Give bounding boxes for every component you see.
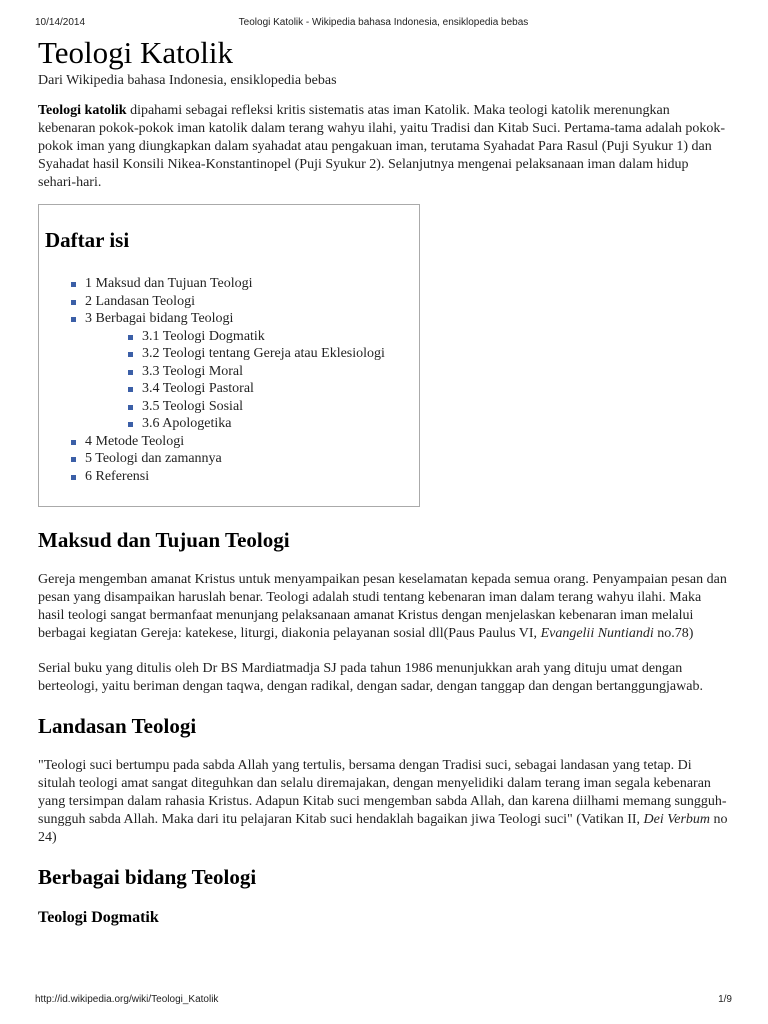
toc-item-3-6[interactable] (126, 415, 419, 433)
citation-number: no 24) (38, 812, 728, 845)
section-heading-maksud: Maksud dan Tujuan Teologi (38, 528, 290, 552)
citation-title: Evangelii Nuntiandi (540, 626, 654, 641)
intro-bold-term: Teologi katolik (38, 103, 127, 118)
toc-link[interactable]: 3.2 Teologi tentang Gereja atau Eklesiologi (142, 346, 385, 361)
toc-sublist (85, 328, 419, 433)
quote-text: "Teologi suci bertumpu pada sabda Allah yang tertulis, bersama dengan Tradisi suci, sebagai landasan yang tetap. Di situlah teologi amat sangat diteguhkan dan selalu diremajakan, dengan menyelidiki dalam terang iman segala kebenaran yang tersimpan dalam rahasia Kristus. Adapun Kitab suci mengemban sabda Allah, dan karena diilhami memang sungguh-sungguh sabda Allah. Maka dari itu pelajaran Kitab suci hendaklah bagaikan jiwa Teologi suci" (Vatikan II, (38, 758, 727, 827)
toc-list (45, 275, 419, 485)
toc-item-1[interactable] (69, 275, 419, 293)
article-content (38, 34, 730, 928)
toc-link[interactable]: 3.1 Teologi Dogmatik (142, 328, 265, 344)
site-tagline: Dari Wikipedia bahasa Indonesia, ensiklopedia bebas (38, 73, 337, 88)
toc-link[interactable]: 3 Berbagai bidang Teologi (85, 311, 234, 326)
paragraph-text: Gereja mengemban amanat Kristus untuk menyampaikan pesan keselamatan kepada semua orang. Penyampaian pesan dan pesan yang disampaikan haruslah benar. Teologi adalah studi tentang kebenaran iman dalam terang wahyu ilahi. Maka hasil teologi sangat bermanfaat menunjang pelaksanaan amanat Kristus dengan menjelaskan kebenaran iman melalui berbagai kegiatan Gereja: katekese, liturgi, diakonia pelayanan sosial dll(Paus Paulus VI, (38, 572, 727, 641)
citation-number: no.78) (653, 626, 694, 641)
toc-link[interactable]: 5 Teologi dan zamannya (85, 451, 222, 466)
toc-item-5[interactable] (69, 450, 419, 468)
toc-link[interactable]: 3.5 Teologi Sosial (142, 398, 244, 414)
intro-paragraph (38, 102, 730, 192)
toc-item-2[interactable] (69, 293, 419, 311)
toc-link[interactable]: 2 Landasan Teologi (85, 293, 195, 309)
section-heading-bidang: Berbagai bidang Teologi (38, 865, 257, 889)
toc-link[interactable]: 3.6 Apologetika (142, 416, 232, 431)
print-url: http://id.wikipedia.org/wiki/Teologi_Katolik (35, 994, 219, 1005)
toc-item-3-1[interactable] (126, 328, 419, 346)
toc-link[interactable]: 4 Metode Teologi (85, 433, 185, 449)
toc-item-3-3[interactable] (126, 363, 419, 381)
toc-item-3-4[interactable] (126, 380, 419, 398)
toc-link[interactable]: 3.4 Teologi Pastoral (142, 381, 254, 396)
toc-item-4[interactable] (69, 433, 419, 451)
table-of-contents (38, 204, 420, 507)
page-title: Teologi Katolik (38, 35, 233, 70)
intro-text: dipahami sebagai refleksi kritis sistematis atas iman Katolik. Maka teologi katolik merenungkan kebenaran pokok-pokok iman katolik dalam terang wahyu ilahi, yaitu Tradisi dan Kitab Suci. Pertama-tama adalah pokok-pokok iman yang diungkapkan dalam syahadat atau pengakuan iman, terutama Syahadat Para Rasul (Puji Syukur 1) dan Syahadat hasil Konsili Nikea-Konstantinopel (Puji Syukur 2). Selanjutnya mengenai pelaksanaan iman dalam hidup sehari-hari. (38, 103, 725, 190)
citation-title: Dei Verbum (643, 812, 711, 827)
toc-item-3-2[interactable] (126, 345, 419, 363)
subsection-heading-dogmatik: Teologi Dogmatik (38, 909, 159, 926)
toc-link[interactable]: 6 Referensi (85, 468, 150, 484)
toc-item-6[interactable] (69, 468, 419, 486)
page-number: 1/9 (718, 994, 732, 1005)
toc-item-3[interactable] (69, 310, 419, 433)
section-heading-landasan: Landasan Teologi (38, 714, 197, 738)
print-date: 10/14/2014 (35, 17, 86, 28)
paragraph-landasan-1 (38, 757, 730, 847)
toc-link[interactable]: 3.3 Teologi Moral (142, 363, 244, 379)
paragraph-maksud-1 (38, 571, 730, 643)
toc-heading: Daftar isi (45, 228, 130, 252)
print-page-title: Teologi Katolik - Wikipedia bahasa Indonesia, ensiklopedia bebas (238, 17, 529, 28)
toc-link[interactable]: 1 Maksud dan Tujuan Teologi (85, 276, 253, 291)
paragraph-maksud-2: Serial buku yang ditulis oleh Dr BS Mardiatmadja SJ pada tahun 1986 menunjukkan arah yang dituju umat dengan berteologi, yaitu beriman dengan taqwa, dengan radikal, dengan sadar, dengan tanggap dan dengan bertanggungjawab. (38, 661, 703, 694)
toc-item-3-5[interactable] (126, 398, 419, 416)
